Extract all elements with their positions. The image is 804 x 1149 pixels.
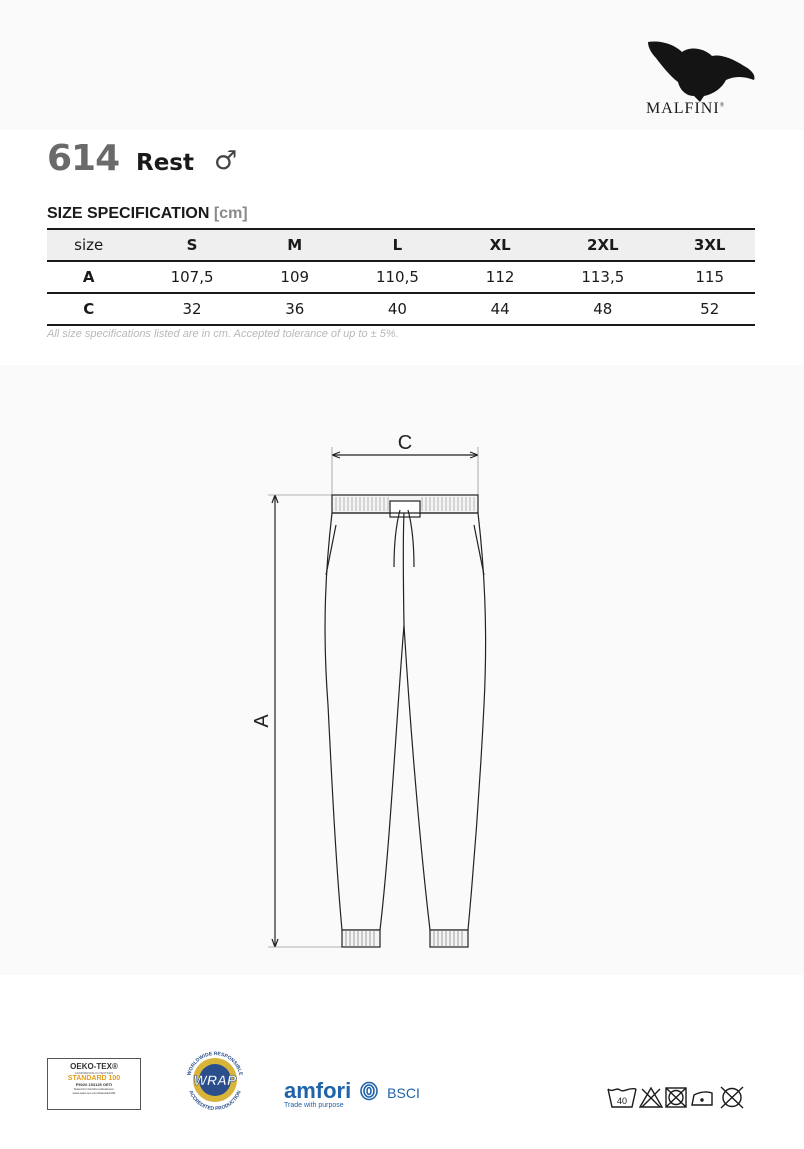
row-label: A: [82, 268, 95, 286]
pants-diagram: [240, 425, 500, 965]
col-header: L: [392, 236, 403, 254]
size-table: [47, 228, 755, 326]
size-spec-heading: SIZE SPECIFICATION [cm]: [47, 205, 248, 222]
amfori-bsci: BSCI: [387, 1085, 420, 1101]
wrap-logo-icon: [180, 1045, 250, 1115]
center-seam: [403, 513, 404, 625]
oeko-number: P5020 153125 OETI: [75, 1082, 113, 1087]
table-cell: 109: [280, 268, 310, 286]
table-cell: 36: [285, 300, 305, 318]
iron-low-icon: [692, 1092, 712, 1105]
amfori-bsci-logo: [284, 1078, 420, 1109]
dimension-a-label: A: [251, 714, 273, 728]
product-name: Rest: [136, 150, 194, 176]
table-cell: 32: [182, 300, 202, 318]
col-header: 2XL: [587, 236, 619, 254]
oeko-url: www.oeko-tex.com/standard100: [72, 1091, 116, 1095]
no-dry-clean-icon: [721, 1087, 743, 1108]
wrap-center-text: WRAP: [193, 1072, 237, 1088]
table-cell: 40: [387, 300, 407, 318]
amfori-ring-icon: [359, 1081, 379, 1101]
no-tumble-dry-icon: [666, 1088, 686, 1107]
col-header: S: [186, 236, 198, 254]
oeko-standard: STANDARD 100: [67, 1075, 121, 1082]
amfori-name: amfori: [284, 1078, 352, 1103]
oeko-title: OEKO-TEX®: [70, 1062, 118, 1071]
male-symbol-icon: ♂: [214, 146, 238, 176]
tolerance-note: All size specifications listed are in cm. Accepted tolerance of up to ± 5%.: [47, 328, 399, 340]
svg-text:40: 40: [616, 1096, 628, 1106]
size-table-header: [47, 229, 755, 261]
table-cell: 48: [593, 300, 613, 318]
no-bleach-icon: [640, 1088, 662, 1107]
brand-wordmark: MALFINI®: [646, 100, 726, 117]
table-cell: 115: [695, 268, 725, 286]
table-row: [47, 293, 755, 325]
oeko-tagline: CONFIDENCE IN TEXTILES: [74, 1071, 114, 1075]
product-code: 614: [47, 138, 120, 179]
front-panel: [390, 501, 420, 517]
table-row: [47, 261, 755, 293]
col-header: 3XL: [693, 236, 726, 254]
col-header: size: [74, 236, 104, 254]
table-cell: 44: [490, 300, 510, 318]
pocket-lines: [326, 525, 484, 575]
table-cell: 110,5: [375, 268, 419, 286]
table-cell: 52: [700, 300, 720, 318]
col-header: M: [287, 236, 303, 254]
care-symbols: [606, 1083, 758, 1111]
oeko-tested: Tested for harmful substances.: [73, 1087, 115, 1091]
oeko-tex-badge: [47, 1058, 141, 1110]
col-header: XL: [489, 236, 511, 254]
wrap-top-text: WORLDWIDE RESPONSIBLE: [186, 1050, 244, 1077]
row-label: C: [83, 300, 95, 318]
pants-outline: [325, 513, 486, 930]
amfori-tagline: Trade with purpose: [284, 1102, 344, 1109]
table-cell: 107,5: [170, 268, 214, 286]
table-cell: 112: [485, 268, 515, 286]
table-cell: 113,5: [581, 268, 625, 286]
dimension-c-label: C: [397, 432, 413, 454]
wrap-bottom-text: ACCREDITED PRODUCTION: [187, 1089, 243, 1113]
wash-40-icon: [608, 1089, 636, 1107]
